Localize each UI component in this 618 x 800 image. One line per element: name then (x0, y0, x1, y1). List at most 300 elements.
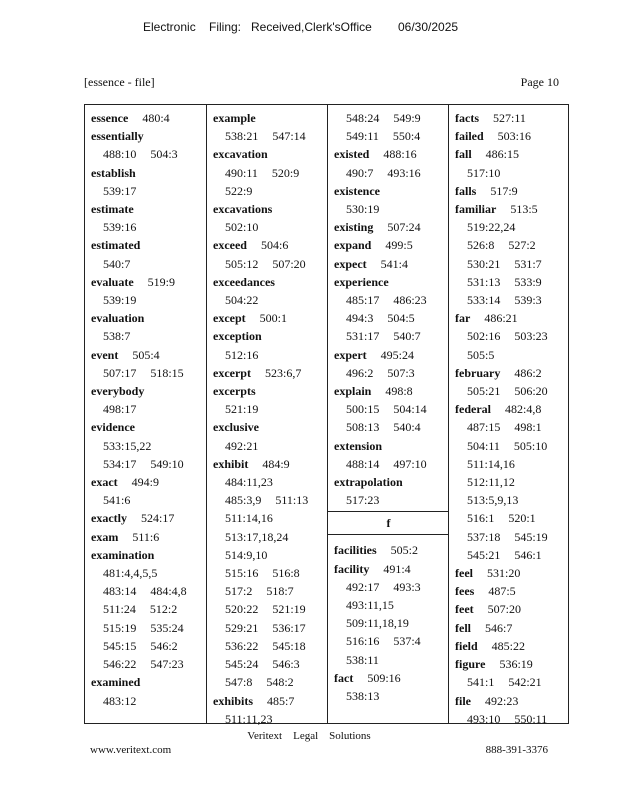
index-entry (455, 600, 566, 618)
index-term: feet (455, 602, 474, 617)
index-entry-continuation (91, 655, 202, 673)
page-line-ref: 484:9 (262, 456, 290, 471)
index-entry-continuation (91, 564, 202, 582)
page-line-ref: 547:23 (150, 657, 184, 672)
page-line-ref: 531:17 (346, 329, 380, 344)
index-entry-continuation (334, 291, 445, 309)
index-term: excavation (213, 147, 268, 162)
index-term: existing (334, 220, 374, 235)
index-entry (91, 200, 202, 218)
page-line-ref: 512:11,12 (467, 475, 515, 490)
page-line-ref: 524:17 (140, 511, 175, 526)
page-line-ref: 503:23 (514, 329, 548, 344)
index-entry (91, 236, 202, 254)
index-term: explain (334, 384, 372, 399)
page-line-ref: 545:19 (514, 529, 548, 544)
index-entry (455, 364, 566, 382)
page-line-ref: 483:12 (103, 693, 137, 708)
header-electronic: Electronic (143, 20, 196, 34)
index-entry (213, 109, 324, 127)
page-line-ref: 519:9 (147, 274, 175, 289)
page-line-ref: 516:8 (272, 566, 300, 581)
page-line-ref: 504:3 (150, 147, 178, 162)
index-entry-continuation (334, 164, 445, 182)
index-entry (455, 564, 566, 582)
index-entry (213, 200, 324, 218)
index-entry-continuation (334, 578, 445, 596)
footer-website: www.veritext.com (90, 744, 172, 756)
index-entry-continuation (455, 455, 566, 473)
index-entry-continuation (213, 528, 324, 546)
page-line-ref: 492:23 (485, 693, 519, 708)
index-entry-continuation (455, 673, 566, 691)
index-entry-continuation (91, 491, 202, 509)
page-line-ref: 493:11,15 (346, 598, 394, 613)
page-line-ref: 498:8 (385, 384, 413, 399)
page-line-ref: 536:17 (272, 620, 306, 635)
page-line-ref: 545:21 (467, 547, 501, 562)
page-line-ref: 538:11 (346, 652, 379, 667)
index-term: everybody (91, 384, 145, 399)
index-entry (91, 273, 202, 291)
index-entry (91, 673, 202, 691)
footer-phone: 888-391-3376 (485, 744, 548, 756)
page-line-ref: 504:22 (225, 293, 259, 308)
page-line-ref: 502:10 (225, 220, 259, 235)
page-line-ref: 549:11 (346, 129, 379, 144)
index-term: exception (213, 329, 262, 344)
index-term: expect (334, 256, 367, 271)
index-entry (91, 382, 202, 400)
index-entry-continuation (213, 509, 324, 527)
page-line-ref: 527:2 (508, 238, 536, 253)
page-line-ref: 488:10 (103, 147, 137, 162)
index-entry-continuation (213, 291, 324, 309)
page-line-ref: 513:5,9,13 (467, 493, 519, 508)
index-entry (455, 200, 566, 218)
index-entry-continuation (455, 546, 566, 564)
page-line-ref: 538:13 (346, 689, 380, 704)
page-line-ref: 513:5 (510, 202, 538, 217)
page-line-ref: 507:3 (387, 365, 415, 380)
index-entry-continuation (455, 255, 566, 273)
index-entry-continuation (334, 651, 445, 669)
index-entry (91, 509, 202, 527)
index-term: examined (91, 675, 141, 690)
page-line-ref: 480:4 (142, 111, 170, 125)
index-entry (455, 619, 566, 637)
index-entry-continuation (455, 491, 566, 509)
index-term: familiar (455, 202, 497, 217)
index-entry-continuation (213, 255, 324, 273)
index-term: exhibits (213, 693, 254, 708)
page-line-ref: 507:24 (387, 220, 421, 235)
index-entry-continuation (334, 327, 445, 345)
index-entry (455, 109, 566, 127)
page-line-ref: 486:21 (484, 311, 518, 326)
index-entry-continuation (334, 309, 445, 327)
page-line-ref: 527:11 (493, 111, 526, 125)
page-line-ref: 507:20 (272, 256, 306, 271)
page-line-ref: 550:4 (392, 129, 421, 144)
page-line-ref: 484:11,23 (225, 475, 273, 490)
index-term: exact (91, 475, 118, 490)
page-line-ref: 504:14 (393, 402, 427, 417)
page-line-ref: 531:13 (467, 274, 501, 289)
page-line-ref: 517:23 (346, 493, 380, 508)
page-line-ref: 505:4 (132, 347, 160, 362)
index-entry-continuation (213, 582, 324, 600)
page-line-ref: 485:3,9 (225, 493, 262, 508)
index-entry-continuation (213, 346, 324, 364)
page-line-ref: 511:13 (275, 493, 309, 508)
page-line-ref: 521:19 (225, 402, 259, 417)
index-term: existed (334, 147, 370, 162)
page-line-ref: 519:22,24 (467, 220, 516, 235)
index-entry-continuation (334, 109, 445, 127)
index-term: exceed (213, 238, 247, 253)
index-term: exclusive (213, 420, 259, 435)
index-entry-continuation (213, 218, 324, 236)
index-entry-continuation (334, 596, 445, 614)
index-entry-continuation (455, 437, 566, 455)
page-line-ref: 498:1 (514, 420, 542, 435)
index-entry (455, 655, 566, 673)
index-entry-continuation (91, 437, 202, 455)
index-entry-continuation (91, 455, 202, 473)
index-entry-continuation (334, 364, 445, 382)
index-entry (455, 309, 566, 327)
page-line-ref: 511:11,23 (225, 711, 273, 726)
page-line-ref: 546:3 (272, 657, 300, 672)
index-entry (334, 473, 445, 491)
index-term: extension (334, 438, 382, 453)
index-entry (334, 182, 445, 200)
index-term: far (455, 311, 471, 326)
index-entry-continuation (334, 614, 445, 632)
index-entry-continuation (455, 218, 566, 236)
page-line-ref: 541:1 (467, 675, 495, 690)
index-term: failed (455, 129, 484, 144)
index-entry (213, 273, 324, 291)
page-line-ref: 539:17 (103, 183, 137, 198)
footer-company: Veritext Legal Solutions (247, 730, 371, 742)
index-entry-continuation (213, 637, 324, 655)
index-entry (334, 236, 445, 254)
index-entry (91, 418, 202, 436)
page-line-ref: 490:7 (346, 165, 374, 180)
index-entry-continuation (91, 692, 202, 710)
page-line-ref: 546:1 (514, 547, 542, 562)
page-line-ref: 486:15 (485, 147, 520, 162)
index-entry (91, 546, 202, 564)
index-term: example (213, 111, 256, 125)
page-line-ref: 504:6 (260, 238, 289, 253)
page-line-ref: 486:23 (393, 293, 427, 308)
page-line-ref: 494:3 (346, 311, 374, 326)
index-entry-continuation (91, 291, 202, 309)
index-entry-continuation (213, 164, 324, 182)
header-received: Received,Clerk'sOffice (251, 20, 372, 34)
section-letter: f (328, 511, 449, 535)
index-column-2 (206, 105, 328, 726)
index-term: facilities (334, 543, 377, 558)
index-entry-continuation (213, 182, 324, 200)
page-line-ref: 513:17,18,24 (225, 529, 289, 544)
page-line-ref: 515:16 (225, 566, 259, 581)
page-line-ref: 483:14 (103, 584, 137, 599)
index-term: field (455, 638, 478, 653)
index-term: essentially (91, 129, 144, 144)
index-entry (91, 473, 202, 491)
page-line-ref: 537:18 (467, 529, 501, 544)
page-line-ref: 506:20 (514, 384, 548, 399)
page-line-ref: 498:17 (103, 402, 137, 417)
index-entry (334, 255, 445, 273)
page-line-ref: 488:16 (383, 147, 417, 162)
index-entry-continuation (334, 127, 445, 145)
index-entry-continuation (91, 255, 202, 273)
page-line-ref: 488:14 (346, 456, 380, 471)
index-entry (455, 637, 566, 655)
index-entry-continuation (213, 564, 324, 582)
index-term: except (213, 311, 246, 326)
index-entry (334, 218, 445, 236)
page-line-ref: 503:16 (497, 129, 532, 144)
index-term: falls (455, 183, 477, 198)
index-term: expand (334, 238, 372, 253)
index-term: excerpt (213, 365, 251, 380)
page-line-ref: 511:14,16 (225, 511, 273, 526)
page-line-ref: 497:10 (393, 456, 427, 471)
page-line-ref: 490:11 (225, 165, 258, 180)
index-entry (91, 164, 202, 182)
page-line-ref: 517:10 (467, 165, 501, 180)
page-line-ref: 496:2 (346, 365, 374, 380)
index-column-1 (85, 105, 206, 723)
page-line-ref: 486:2 (514, 365, 542, 380)
page-line-ref: 529:21 (225, 620, 259, 635)
index-entry (455, 145, 566, 163)
page-line-ref: 546:7 (485, 620, 513, 635)
page-line-ref: 516:1 (467, 511, 495, 526)
index-entry-continuation (213, 437, 324, 455)
index-entry (334, 669, 445, 687)
page-line-ref: 512:2 (149, 602, 178, 617)
index-entry-continuation (213, 619, 324, 637)
index-entry (455, 127, 566, 145)
index-entry-continuation (334, 418, 445, 436)
page-line-ref: 505:12 (225, 256, 259, 271)
index-term: evaluation (91, 311, 145, 326)
page-line-ref: 533:9 (514, 274, 542, 289)
page-line-ref: 494:9 (131, 475, 159, 490)
index-term: estimated (91, 238, 141, 253)
page-line-ref: 485:22 (491, 638, 526, 653)
index-entry-continuation (91, 582, 202, 600)
index-entry (334, 346, 445, 364)
header-date: 06/30/2025 (398, 20, 459, 34)
index-term: experience (334, 274, 389, 289)
page-line-ref: 484:4,8 (150, 584, 187, 599)
index-entry (213, 309, 324, 327)
index-entry (455, 582, 566, 600)
page-line-ref: 547:8 (225, 675, 253, 690)
index-entry (455, 692, 566, 710)
page-line-ref: 540:7 (393, 329, 421, 344)
filing-header (0, 20, 618, 38)
page-line-ref: 514:9,10 (225, 547, 268, 562)
page-line-ref: 539:19 (103, 293, 137, 308)
page-line-ref: 546:2 (150, 638, 178, 653)
page-line-ref: 548:24 (346, 111, 380, 125)
index-entry-continuation (91, 400, 202, 418)
header-filing: Filing: (209, 20, 242, 34)
page-line-ref: 499:5 (385, 238, 413, 253)
index-entry (334, 560, 445, 578)
page-line-ref: 542:21 (508, 675, 542, 690)
index-entry (213, 145, 324, 163)
page-line-ref: 485:7 (267, 693, 295, 708)
page-line-ref: 493:10 (467, 711, 501, 726)
page-line-ref: 539:16 (103, 220, 137, 235)
page-line-ref: 505:10 (513, 438, 548, 453)
page-line-ref: 535:24 (150, 620, 184, 635)
index-term: examination (91, 547, 155, 562)
index-term: fall (455, 147, 472, 162)
index-entry-continuation (455, 236, 566, 254)
index-entry-continuation (455, 164, 566, 182)
index-term: event (91, 347, 119, 362)
index-entry-continuation (455, 473, 566, 491)
page-line-ref: 538:7 (103, 329, 131, 344)
index-entry-continuation (213, 600, 324, 618)
page-line-ref: 531:20 (486, 566, 521, 581)
index-entry (213, 692, 324, 710)
page-number: Page 10 (520, 75, 559, 89)
page-line-ref: 517:2 (225, 584, 253, 599)
index-entry (91, 528, 202, 546)
page-line-ref: 493:3 (393, 579, 421, 594)
index-entry (334, 382, 445, 400)
index-entry-continuation (213, 473, 324, 491)
index-entry-continuation (334, 491, 445, 509)
page-line-ref: 550:11 (514, 711, 548, 726)
index-entry-continuation (455, 509, 566, 527)
page-line-ref: 520:22 (225, 602, 259, 617)
index-term: extrapolation (334, 475, 403, 490)
page-line-ref: 487:15 (467, 420, 501, 435)
page-line-ref: 531:7 (514, 256, 542, 271)
page-line-ref: 495:24 (380, 347, 414, 362)
page-line-ref: 540:7 (103, 256, 131, 271)
index-entry (334, 145, 445, 163)
page-line-ref: 504:11 (467, 438, 500, 453)
page-line-ref: 505:2 (390, 543, 418, 558)
index-term: february (455, 365, 501, 380)
index-term: excerpts (213, 384, 256, 399)
index-term: evidence (91, 420, 135, 435)
index-term: fell (455, 620, 471, 635)
page-line-ref: 509:16 (367, 670, 401, 685)
page-line-ref: 536:22 (225, 638, 259, 653)
page-line-ref: 521:19 (272, 602, 306, 617)
index-entry (91, 127, 202, 145)
page-line-ref: 511:14,16 (467, 456, 515, 471)
index-term: exhibit (213, 456, 249, 471)
index-entry-continuation (455, 273, 566, 291)
page-line-ref: 520:9 (271, 165, 300, 180)
index-entry (91, 109, 202, 127)
page-line-ref: 530:19 (346, 202, 380, 217)
page-line-ref: 492:21 (225, 438, 259, 453)
page-line-ref: 548:2 (266, 675, 294, 690)
index-term: expert (334, 347, 367, 362)
page-line-ref: 492:17 (346, 579, 380, 594)
page-line-ref: 545:18 (272, 638, 306, 653)
index-entry-continuation (455, 346, 566, 364)
index-entry-continuation (334, 200, 445, 218)
index-term: exceedances (213, 274, 275, 289)
page-line-ref: 517:9 (490, 183, 518, 198)
page-line-ref: 549:10 (150, 456, 184, 471)
index-term: file (455, 693, 471, 708)
index-entry-continuation (91, 218, 202, 236)
page-line-ref: 487:5 (488, 584, 516, 599)
page-line-ref: 546:22 (103, 657, 137, 672)
index-entry-continuation (213, 673, 324, 691)
index-term: facts (455, 111, 479, 125)
page-line-ref: 505:5 (467, 347, 495, 362)
index-entry (213, 455, 324, 473)
index-term: evaluate (91, 274, 134, 289)
page-line-ref: 540:4 (393, 420, 421, 435)
index-entry-continuation (334, 455, 445, 473)
index-entry-continuation (91, 637, 202, 655)
index-entry-continuation (334, 632, 445, 650)
index-term: fees (455, 584, 475, 599)
index-term: establish (91, 165, 136, 180)
index-column-4 (448, 105, 570, 726)
page-line-ref: 530:21 (467, 256, 501, 271)
page-line-ref: 522:9 (225, 183, 253, 198)
page-line-ref: 538:21 (225, 129, 259, 144)
index-entry-continuation (334, 687, 445, 705)
page-line-ref: 545:24 (225, 657, 259, 672)
index-entry-continuation (91, 600, 202, 618)
page-line-ref: 516:16 (346, 634, 380, 649)
index-term: facility (334, 561, 370, 576)
page-line-ref: 515:19 (103, 620, 137, 635)
index-entry (91, 346, 202, 364)
page-line-ref: 533:14 (467, 293, 501, 308)
index-entry-continuation (213, 655, 324, 673)
page-line-ref: 518:7 (266, 584, 294, 599)
index-entry-continuation (213, 491, 324, 509)
page-line-ref: 518:15 (150, 365, 184, 380)
index-entry-continuation (455, 291, 566, 309)
page-line-ref: 523:6,7 (264, 365, 302, 380)
index-term: exam (91, 529, 119, 544)
index-entry (455, 182, 566, 200)
index-entry (455, 400, 566, 418)
page-line-ref: 509:11,18,19 (346, 616, 409, 631)
index-entry (334, 273, 445, 291)
index-entry-continuation (455, 710, 566, 728)
page-line-ref: 491:4 (383, 561, 411, 576)
index-entry-continuation (91, 182, 202, 200)
index-column-3 (327, 105, 449, 723)
